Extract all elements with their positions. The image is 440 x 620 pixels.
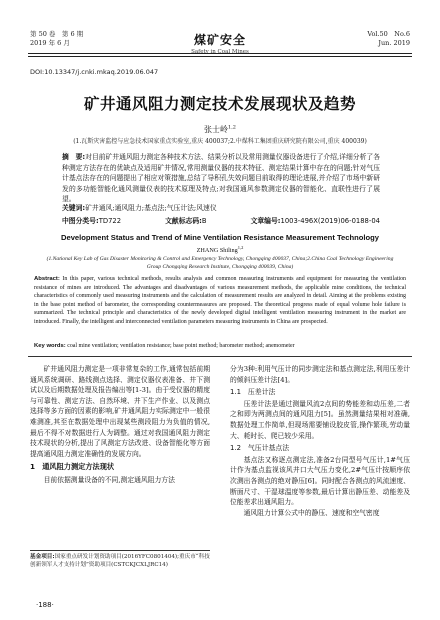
- abstract-en-text: In this paper, various technical methods, results analysis and common measuring instruments and equipment for measuring the ventilation resistance of mines are introduced. The advantages and disadvantages of various measurement methods, the applicable mine conditions, the technical characteristics of commonly used measuring instruments and the calculation of measurement results are analyzed in detail. Aiming at the problems existing in the base point method of barometer, the corresponding countermeasures are proposed. The theoretical progress made of equal volume hole failure is summarized. The technical principle and characteristics of the newly developed digital intelligent ventilation measuring instrument in the market are introduced. Finally, the intelligent and interconnected ventilation parameters measuring instruments in China are prospected.: [34, 276, 406, 325]
- keywords-en: [34, 342, 406, 351]
- author-cn: [0, 124, 440, 135]
- abstract-en: [34, 275, 406, 327]
- document-code-label: 文献标志码:: [165, 217, 202, 225]
- author-affil-marker: 1,2: [228, 124, 236, 131]
- author-en: [0, 245, 440, 254]
- subsection-heading-1-2: 1.2 气压计基点法: [230, 444, 290, 453]
- page-number: ·188·: [36, 601, 54, 609]
- class-number-label: 中图分类号:: [62, 217, 99, 225]
- body-paragraph: 通风阻力计算公式中的静压、速度和空气密度: [243, 508, 380, 517]
- classification-row: [62, 215, 380, 225]
- article-title-cn: 矿井通风阻力测定技术发展现状及趋势: [83, 95, 356, 113]
- subsection-heading-1-1: 1.1 压差计法: [230, 388, 276, 397]
- document-code-value: B: [201, 217, 207, 225]
- abstract-cn-text: 对目前矿井通风阻力测定各种技术方法、结果分析以及常用测量仪器设备进行了介绍,详细分析了各种测定方法存在的优缺点及适用矿井情况,常用测量仪器的技术特征、测定结果计算中存在的问题;针对气压计基点法存在的问题提出了相应对策措施,总结了导积孔失效问题目前取得的理论进展,并介绍了市场中新研发的多功能智能化通风测量仪表的技术原理及特点;对我国通风参数测定仪器的智能化、直联性进行了展望。: [62, 153, 380, 203]
- journal-title-cn: 煤矿安全: [193, 33, 246, 47]
- keywords-cn-text: 矿井通风;通风阻力;基点法;气压计法;风速仪: [85, 204, 217, 212]
- section-heading-1: 1 通风阻力测定方法现状: [30, 462, 115, 472]
- class-number-value: TD722: [98, 217, 122, 225]
- date-cn: 2019 年 6 月: [30, 39, 70, 47]
- abstract-cn: [62, 152, 380, 205]
- doi: DOI:10.13347/j.cnki.mkaq.2019.06.047: [30, 68, 159, 76]
- journal-title-en: Safety in Coal Mines: [191, 49, 249, 55]
- keywords-en-text: coal mine ventilation; ventilation resistance; base point method; barometer method; anemometer: [67, 343, 295, 349]
- keywords-cn: [62, 203, 380, 213]
- keywords-en-label: Key words:: [34, 343, 66, 349]
- body-column-right: [230, 364, 410, 518]
- article-number-label: 文章编号:: [250, 217, 281, 225]
- author-en-affil-marker: 1,2: [237, 245, 244, 250]
- body-paragraph: 目前依据测量设备的不同,测定通风阻力方法: [43, 475, 175, 484]
- volume-en: Vol.50 No.6: [367, 30, 410, 38]
- article-title-en: Development Status and Trend of Mine Ventilation Resistance Measurement Technology: [60, 233, 380, 242]
- body-column-left: [30, 364, 210, 486]
- document-code: [165, 215, 206, 225]
- footnote-rule: [30, 550, 210, 551]
- header-rule-thin: [28, 56, 412, 57]
- article-number-value: 1003-496X(2019)06-0188-04: [280, 217, 380, 225]
- header-rule: [28, 53, 412, 54]
- funding-text: 国家重点研发计划资助项目(2016YFC0801404);重庆市“科技创新领军人才支持计划”资助项目(CSTCKJCXLJRC14): [30, 554, 210, 569]
- body-paragraph: 压差计法是通过测量风流2点间的势能差和动压差,二者之和即为两测点间的通风阻力[5]。虽然测量结果相对准确,数据处理工作简单,但现场需要铺设胶皮管,操作繁琐,劳动量大、耗时长、爬已较少采用。: [230, 399, 410, 440]
- author-name-cn: 张士岭: [204, 125, 229, 134]
- body-paragraph: 基点法又称逐点测定法,准备2台同型号气压计,1#气压计作为基点监视该风井口大气压力变化,2#气压计按顺序依次测出各测点的绝对静压[6]。同时配合各测点的风流速度、断面尺寸、干湿球温度等参数,最后计算出静压差、动能差及位能差求出通风阻力。: [230, 455, 410, 507]
- affiliation-en: (1.National Key Lab of Gas Disaster Monitoring & Control and Emergency Technology, Chongqing 400037, China;2.China Coal Technology Engineering Group Chongqing Research Institute, Chongqing 400039, China): [46, 256, 394, 270]
- header-right: [367, 30, 410, 48]
- funding-label: 基金项目:: [30, 554, 55, 560]
- abstract-cn-label: 摘 要:: [62, 153, 86, 161]
- author-name-en: ZHANG Shiling: [196, 247, 238, 255]
- keywords-cn-label: 关键词:: [62, 204, 86, 212]
- article-number: [251, 215, 380, 225]
- funding-note: [30, 553, 210, 570]
- abstract-en-label: Abstract:: [34, 276, 60, 282]
- body-paragraph: 矿井通风阻力测定是一项非常复杂的工作,通常包括前期通风系统调研、路线测点选择、测定仪器仪表准备、井下测试以及后期数据处理及报告编出等[1-3]。由于受仪器的精度与可靠性、测定方法、自然环境、井下生产作业、以及测点选择等多方面的因素的影响,矿井通风阻力实际测定中一般很难测准,其至在数据处理中出现某些测段阻力为负值的情况,最后不得不对数据进行人为调整。通过对我国通风阻力测定技术现状的分析,提出了风测定方法改进、设备智能化等方面提高通风阻力测定准确性的发展方向。: [30, 365, 210, 458]
- section-divider: [28, 356, 412, 357]
- affiliation-cn: (1.瓦斯灾害监控与应急技术国家重点实验室,重庆 400037;2.中煤科工集团重庆研究院有限公司,重庆 400039): [73, 138, 367, 145]
- body-paragraph: 分为3种:利用气压计的同步测定法和基点测定法,利用压差计的倾斜压差计法[4]。: [230, 365, 410, 384]
- volume-cn: 第 50 卷 第 6 期: [30, 30, 84, 38]
- date-en: Jun. 2019: [378, 39, 410, 47]
- class-number: [62, 215, 121, 225]
